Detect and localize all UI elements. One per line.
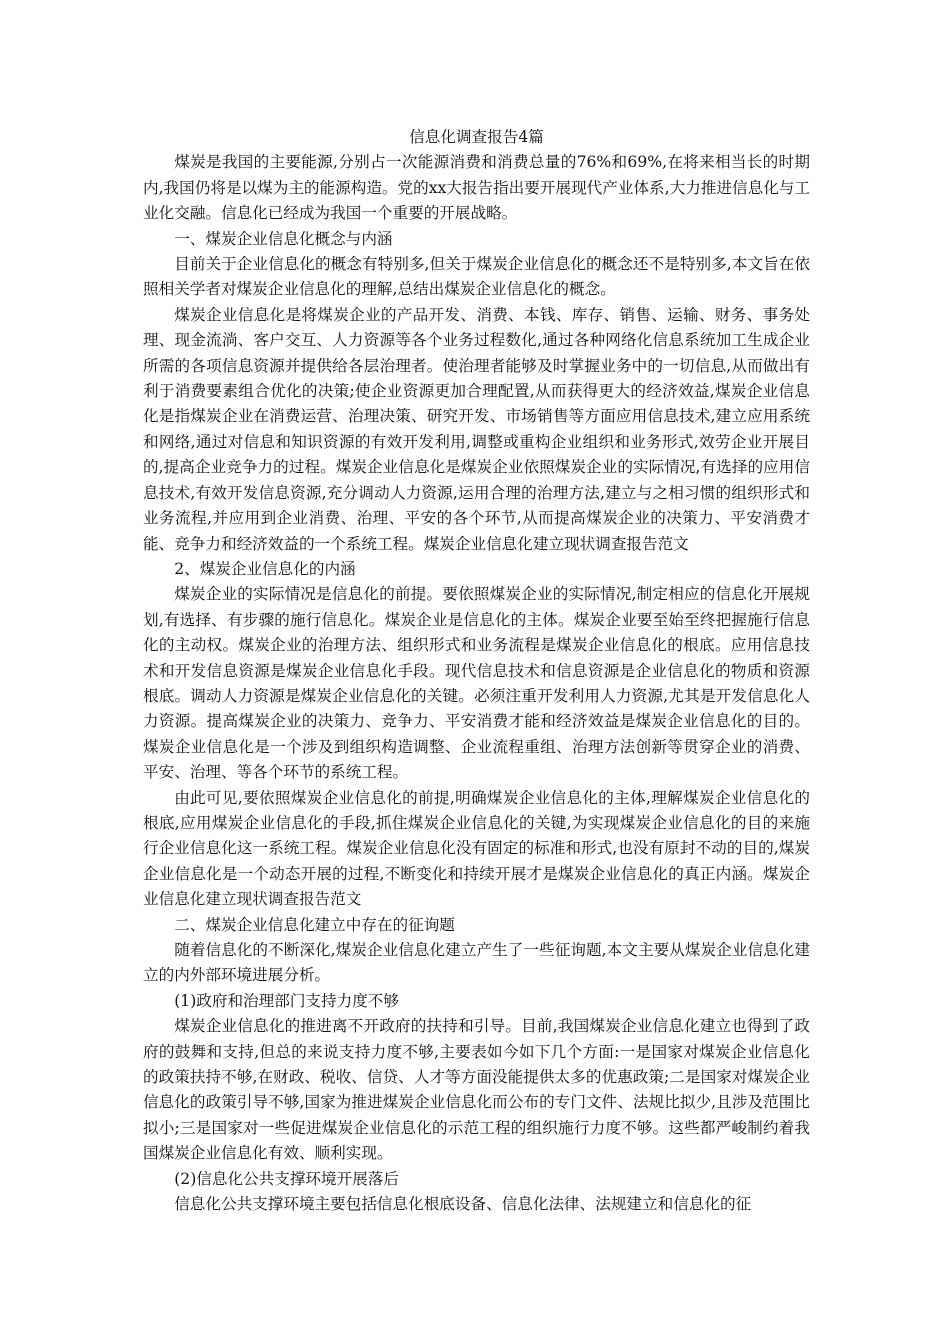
paragraph-concept-intro: 目前关于企业信息化的概念有特别多,但关于煤炭企业信息化的概念还不是特别多,本文旨在依照相关学者对煤炭企业信息化的理解,总结出煤炭企业信息化的概念。: [143, 255, 810, 299]
paragraph-conclusion: 由此可见,要依照煤炭企业信息化的前提,明确煤炭企业信息化的主体,理解煤炭企业信息化的根底,应用煤炭企业信息化的手段,抓住煤炭企业信息化的关键,为实现煤炭企业信息化的目的来施行企业信息化这一系统工程。煤炭企业信息化没有固定的标准和形式,也没有原封不动的目的,煤炭企业信息化是一个动态开展的过程,不断变化和持续开展才是煤炭企业信息化的真正内涵。煤炭企业信息化建立现状调查报告范文: [143, 788, 810, 909]
paragraph-intro: 煤炭是我国的主要能源,分别占一次能源消费和消费总量的76%和69%,在将来相当长的时期内,我国仍将是以煤为主的能源构造。党的xx大报告指出要开展现代产业体系,大力推进信息化与工业化交融。信息化已经成为我国一个重要的开展战略。: [143, 153, 810, 223]
paragraph-environment: 信息化公共支撑环境主要包括信息化根底设备、信息化法律、法规建立和信息化的征: [174, 1195, 752, 1214]
paragraph-connotation: 煤炭企业的实际情况是信息化的前提。要依照煤炭企业的实际情况,制定相应的信息化开展规划,有选择、有步骤的施行信息化。煤炭企业是信息化的主体。煤炭企业要至始至终把握施行信息化的主动权。煤炭企业的治理方法、组织形式和业务流程是煤炭企业信息化的根底。应用信息技术和开发信息资源是煤炭企业信息化手段。现代信息技术和信息资源是企业信息化的物质和资源根底。调动人力资源是煤炭企业信息化的关键。必须注重开发利用人力资源,尤其是开发信息化人力资源。提高煤炭企业的决策力、竞争力、平安消费才能和经济效益是煤炭企业信息化的目的。煤炭企业信息化是一个涉及到组织构造调整、企业流程重组、治理方法创新等贯穿企业的消费、平安、治理、等各个环节的系统工程。: [143, 585, 810, 782]
paragraph-problems-intro: 随着信息化的不断深化,煤炭企业信息化建立产生了一些征询题,本文主要从煤炭企业信息化建立的内外部环境进展分析。: [143, 941, 810, 985]
subsection-heading-environment: (2)信息化公共支撑环境开展落后: [174, 1169, 399, 1188]
document-title: 信息化调查报告4篇: [409, 128, 544, 146]
document-page: [143, 125, 810, 1217]
subsection-heading-2: 2、煤炭企业信息化的内涵: [174, 559, 356, 578]
paragraph-government-support: 煤炭企业信息化的推进离不开政府的扶持和引导。目前,我国煤炭企业信息化建立也得到了政府的鼓舞和支持,但总的来说支持力度不够,主要表如今如下几个方面:一是国家对煤炭企业信息化的政策扶持不够,在财政、税收、信贷、人才等方面没能提供太多的优惠政策;二是国家对煤炭企业信息化的政策引导不够,国家为推进煤炭企业信息化而公布的专门文件、法规比拟少,且涉及范围比拟小;三是国家对一些促进煤炭企业信息化的示范工程的组织施行力度不够。这些都严峻制约着我国煤炭企业信息化有效、顺利实现。: [143, 1017, 810, 1163]
section-heading-2: 二、煤炭企业信息化建立中存在的征询题: [174, 915, 455, 934]
section-heading-1: 一、煤炭企业信息化概念与内涵: [174, 229, 393, 248]
paragraph-concept-definition: 煤炭企业信息化是将煤炭企业的产品开发、消费、本钱、库存、销售、运输、财务、事务处理、现金流淌、客户交互、人力资源等各个业务过程数化,通过各种网络化信息系统加工生成企业所需的各项信息资源并提供给各层治理者。使治理者能够及时掌握业务中的一切信息,从而做出有利于消费要素组合优化的决策;使企业资源更加合理配置,从而获得更大的经济效益,煤炭企业信息化是指煤炭企业在消费运营、治理决策、研究开发、市场销售等方面应用信息技术,建立应用系统和网络,通过对信息和知识资源的有效开发利用,调整或重构企业组织和业务形式,效劳企业开展目的,提高企业竞争力的过程。煤炭企业信息化是煤炭企业依照煤炭企业的实际情况,有选择的应用信息技术,有效开发信息资源,充分调动人力资源,运用合理的治理方法,建立与之相习惯的组织形式和业务流程,并应用到企业消费、治理、平安的各个环节,从而提高煤炭企业的决策力、平安消费才能、竞争力和经济效益的一个系统工程。煤炭企业信息化建立现状调查报告范文: [143, 305, 810, 553]
subsection-heading-government: (1)政府和治理部门支持力度不够: [174, 991, 399, 1010]
